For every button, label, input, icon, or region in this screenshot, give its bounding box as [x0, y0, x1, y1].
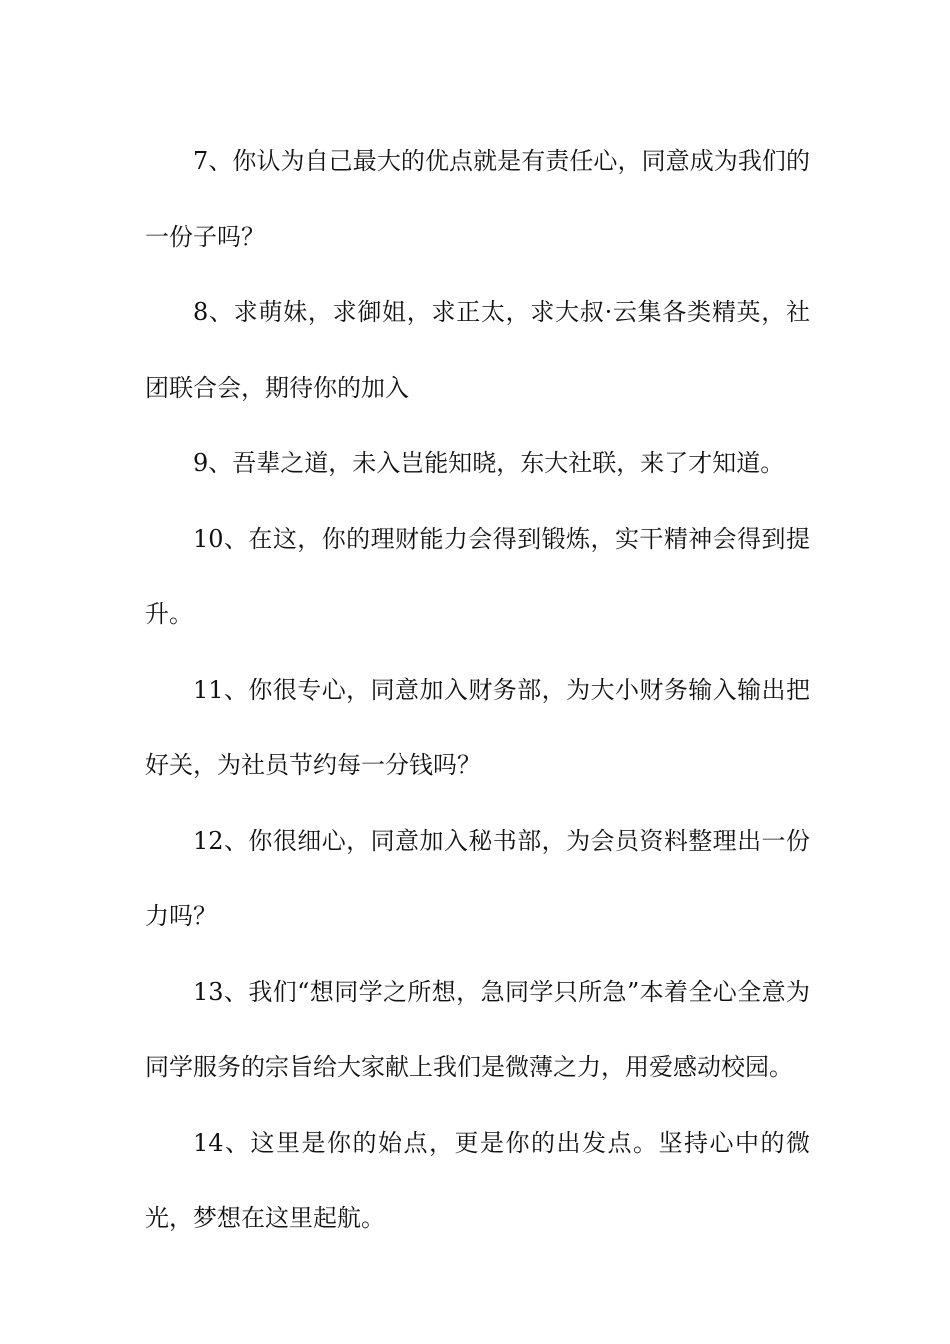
paragraph-13: 13、我们“想同学之所想，急同学只所急”本着全心全意为同学服务的宗旨给大家献上我们是微薄之力，用爱感动校园。 [145, 977, 810, 1081]
paragraph-8: 8、求萌妹，求御姐，求正太，求大叔·云集各类精英，社团联合会，期待你的加入 [145, 298, 810, 402]
paragraph-12: 12、你很细心，同意加入秘书部，为会员资料整理出一份力吗？ [145, 826, 810, 930]
paragraph-10: 10、在这，你的理财能力会得到锻炼，实干精神会得到提升。 [145, 524, 810, 628]
paragraph-9: 9、吾辈之道，未入岂能知晓，东大社联，来了才知道。 [193, 449, 785, 477]
paragraph-14: 14、这里是你的始点，更是你的出发点。坚持心中的微光，梦想在这里起航。 [145, 1128, 810, 1232]
paragraph-11: 11、你很专心，同意加入财务部，为大小财务输入输出把好关，为社员节约每一分钱吗？ [145, 675, 810, 779]
document-body [145, 124, 810, 1257]
paragraph-7: 7、你认为自己最大的优点就是有责任心，同意成为我们的一份子吗？ [145, 147, 810, 251]
